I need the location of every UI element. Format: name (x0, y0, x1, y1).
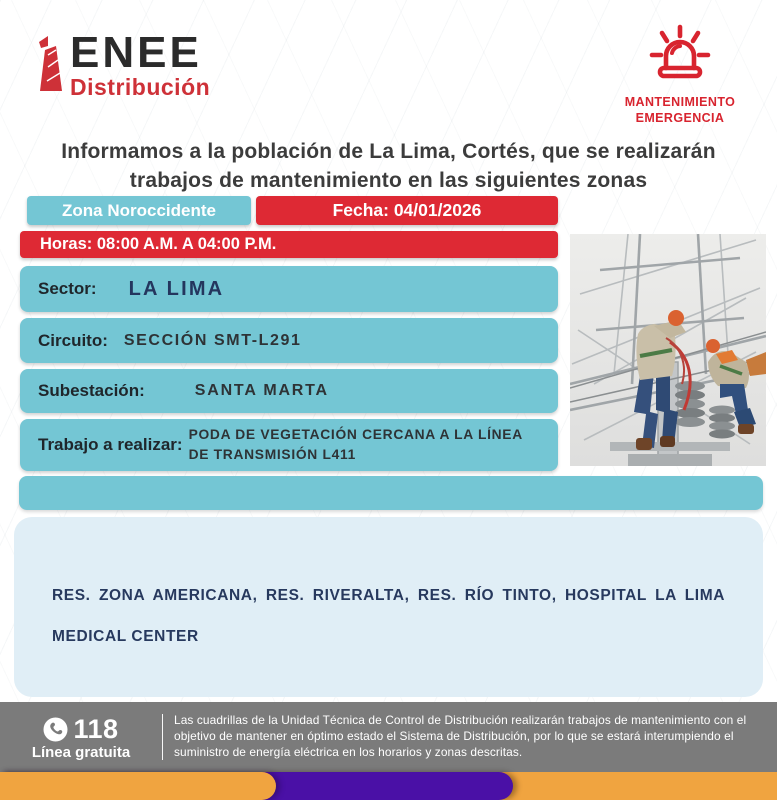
detail-row-circuito (20, 318, 558, 363)
emergency-badge (609, 24, 751, 127)
detail-row-sector (20, 266, 558, 312)
detail-row-subestacion (20, 369, 558, 413)
subestacion-value: SANTA MARTA (194, 382, 329, 399)
phone-number: 118 (73, 713, 119, 744)
sector-value: LA LIMA (128, 277, 225, 300)
emergency-line1: MANTENIMIENTO (624, 95, 736, 109)
footer-bar (0, 702, 777, 772)
emergency-label (609, 94, 751, 127)
brand-name: ENEE (70, 28, 202, 77)
affected-zones-box: RES. ZONA AMERICANA, RES. RIVERALTA, RES. RÍO TINTO, HOSPITAL LA LIMA MEDICAL CENTER (14, 517, 763, 697)
stripe-orange-segment (0, 772, 276, 800)
headline: Informamos a la población de La Lima, Cortés, que se realizarán trabajos de mantenimiento en las siguientes zonas (61, 140, 716, 192)
footer-note: Las cuadrillas de la Unidad Técnica de Control de Distribución realizarán trabajos de mantenimiento con el objetivo de mantener en óptimo estado el Sistema de Distribución, por lo que se estará interumpiendo el suministro de energía eléctrica en los horarios y zonas descritas. (174, 713, 747, 759)
circuito-value: SECCIÓN SMT-L291 (123, 331, 302, 349)
emergency-line2: EMERGENCIA (635, 111, 725, 126)
trabajo-value: PODA DE VEGETACIÓN CERCANA A LA LÍNEA DE TRANSMISIÓN L411 (188, 427, 523, 462)
brand-logo (36, 28, 211, 101)
circuito-label: Circuito: (38, 330, 108, 350)
detail-row-trabajo (20, 419, 558, 471)
trabajo-label: Trabajo a realizar: (38, 435, 183, 454)
phone-icon (43, 717, 68, 742)
power-tower-icon (36, 33, 66, 93)
phone-label: Línea gratuita (31, 743, 131, 761)
phone-block (0, 714, 162, 761)
siren-icon (647, 24, 713, 84)
sector-label: Sector: (38, 279, 97, 298)
date-chip: Fecha: 04/01/2026 (256, 196, 558, 225)
hours-bar: Horas: 08:00 A.M. A 04:00 P.M. (20, 231, 558, 258)
zone-chip: Zona Noroccidente (27, 196, 251, 225)
brand-subtitle: Distribución (70, 74, 211, 101)
empty-teal-bar (19, 476, 763, 510)
subestacion-label: Subestación: (38, 381, 145, 400)
maintenance-photo (570, 234, 766, 466)
bottom-stripe (0, 772, 777, 800)
